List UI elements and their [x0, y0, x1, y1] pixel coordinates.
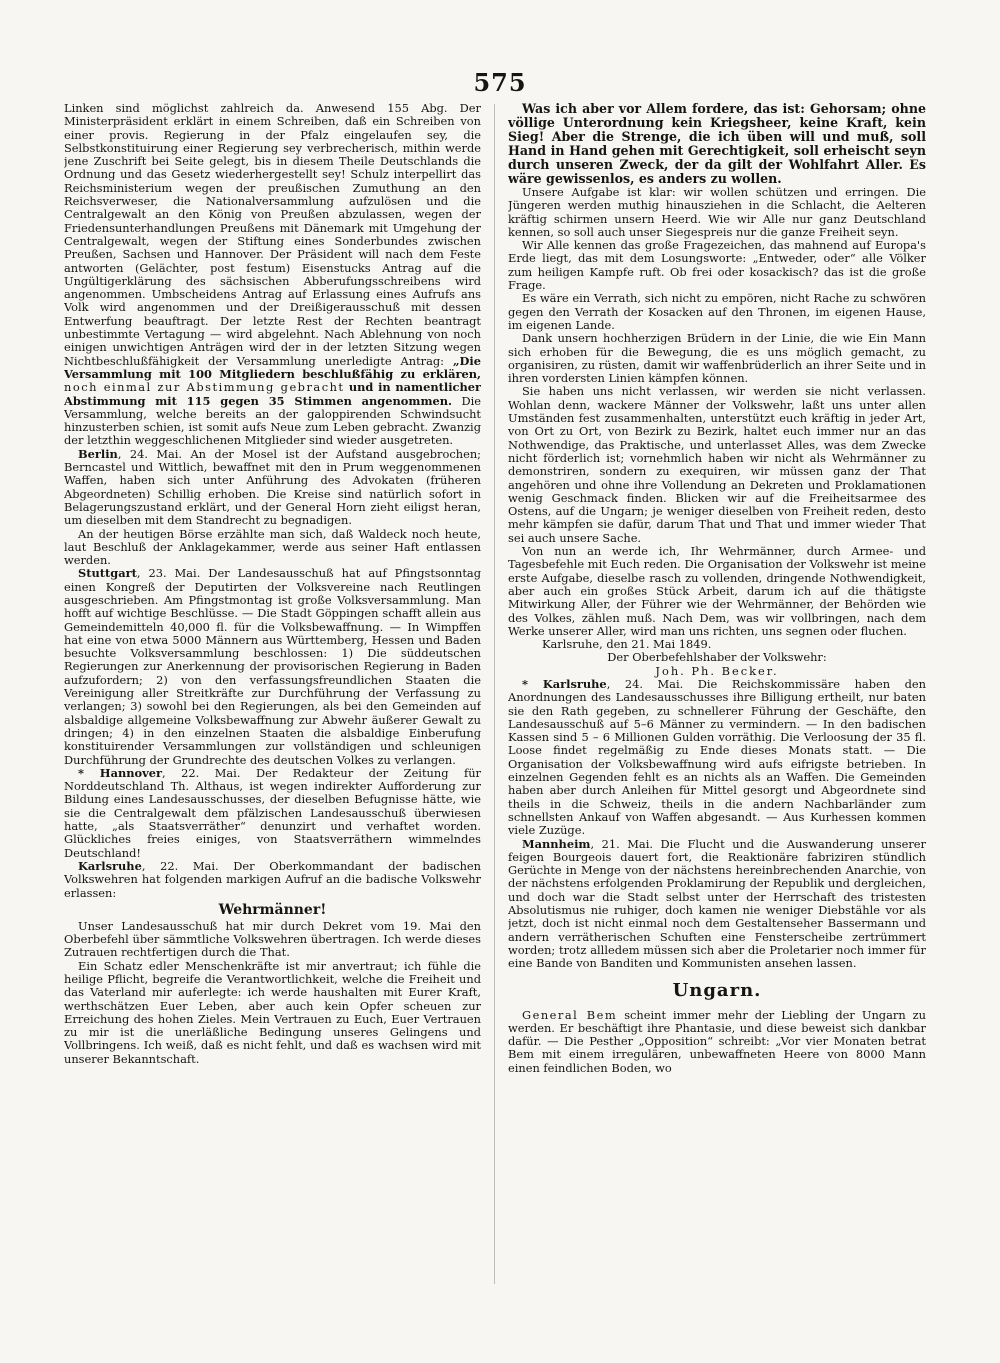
ungarn-report-subject: General Bem	[522, 1007, 618, 1022]
karlsruhe-dateline-place-1: Karlsruhe	[78, 858, 142, 873]
proclamation-paragraph-1: Unser Landesausschuß hat mir durch Dekret vom 19. Mai den Oberbefehl über sämmtliche Volkswehren übertragen. Ich werde dieses Zutrauen rechtfertigen durch die That.	[64, 918, 481, 960]
proclamation-paragraph-6: Es wäre ein Verrath, sich nicht zu empören, nicht Rache zu schwören gegen den Verrath der Kosacken auf den Thronen, im eigenen Hause, im eigenen Lande.	[508, 291, 926, 332]
right-column	[508, 102, 926, 1342]
frankfurt-report	[64, 102, 481, 448]
proclamation-paragraph-7: Dank unsern hochherzigen Brüdern in der Linie, die wie Ein Mann sich erhoben für die Bewegung, die es uns möglich gemacht, zu organisiren, zu rüsten, damit wir waffenbrüderlich an ihrer Seite und in ihren vordersten Linien kämpfen können.	[508, 331, 926, 386]
proclamation-dateline: Karlsruhe, den 21. Mai 1849.	[542, 637, 712, 652]
stuttgart-report	[64, 567, 481, 766]
column-divider	[494, 104, 495, 1284]
frankfurt-vote-bold: und in namentlicher Abstimmung mit 115 gegen 35 Stimmen angenommen.	[64, 380, 481, 408]
mannheim-dateline-place: Mannheim	[522, 836, 591, 851]
proclamation-paragraph-3: Was ich aber vor Allem fordere, das ist: Gehorsam; ohne völlige Unterordnung kein Kriegsheer, keine Kraft, kein Sieg! Aber die Strenge, die ich üben will und muß, soll Hand in Hand gehen mit Gerechtigkeit, soll erheischt seyn durch unseren Zweck, der da gilt der Wohlfahrt Aller. Es wäre gewissenlos, es anders zu wollen.	[508, 102, 926, 186]
proclamation-paragraph-9: Von nun an werde ich, Ihr Wehrmänner, durch Armee- und Tagesbefehle mit Euch reden. Die Organisation der Volkswehr ist meine erste Aufgabe, dieselbe rasch zu vollenden, dringende Nothwendigkeit, aber auch ein großes Stück Arbeit, darum ich auf die thätigste Mitwirkung Aller, der Führer wie der Wehrmänner, der Behörden wie des Volkes, zählen muß. Nach Dem, was wir vollbringen, nach dem Werke unserer Aller, wird man uns richten, uns segnen oder fluchen.	[508, 544, 926, 638]
page-number: 575	[473, 68, 527, 97]
proclamation-paragraph-5: Wir Alle kennen das große Fragezeichen, das mahnend auf Europa's Erde liegt, das mit dem Losungsworte: „Entweder, oder“ alle Völker zum heiligen Kampfe ruft. Ob frei oder kosackisch? das ist die große Frage.	[508, 238, 926, 293]
hannover-dateline-place: * Hannover	[78, 765, 162, 780]
karlsruhe-report-1	[64, 860, 481, 900]
stuttgart-report-text: , 23. Mai. Der Landesausschuß hat auf Pfingstsonntag einen Kongreß der Deputirten der Volksvereine nach Reutlingen ausgeschrieben. Am Pfingstmontag ist große Volksversammlung. Man hofft auf wichtige Beschlüsse. — Die Stadt Göppingen schafft allein aus Gemeindemitteln 40,000 fl. für die Volksbewaffnung. — In Wimpffen hat eine von etwa 5000 Männern aus Württemberg, Hessen und Baden besuchte Volksversammlung beschlossen: 1) Die süddeutschen Regierungen zur Anerkennung der provisorischen Regierung in Baden aufzufordern; 2) von den verfassungsfreundlichen Staaten die Vereinigung aller Streitkräfte zur Durchführung der Verfassung zu verlangen; 3) sowohl bei den Regierungen, als bei den Gemeinden auf alsbaldige allgemeine Volksbewaffnung zur Abwehr äußerer Gewalt zu dringen; 4) in den einzelnen Staaten die alsbaldige Einberufung konstituirender Versammlungen zur vollständigen und schleunigen Durchführung der Grundrechte des deutschen Volkes zu verlangen.	[64, 566, 481, 767]
ungarn-section-heading: Ungarn.	[672, 979, 762, 1001]
frankfurt-report-text: Linken sind möglichst zahlreich da. Anwesend 155 Abg. Der Ministerpräsident erklärt in einem Schreiben, daß ein Schreiben von einer provis. Regierung in der Pfalz eingelaufen sey, die Selbstkonstituirung einer Regierung sey verbrecherisch, mithin werde jene Zuschrift bei Seite gelegt, bis in diesem Theile Deutschlands die Ordnung und das Gesetz wiederhergestellt sey! Schulz interpellirt das Reichsministerium wegen der preußischen Zumuthung an den Reichsverweser, die Nationalversammlung aufzulösen und die Centralgewalt an den König von Preußen abzulassen, wegen der Friedensunterhandlungen Preußens mit Dänemark mit Umgehung der Centralgewalt, wegen der Stiftung eines Sonderbundes zwischen Preußen, Sachsen und Hannover. Der Präsident will nach dem Feste antworten (Gelächter, post festum) Eisenstucks Antrag auf die Ungültigerklärung des sächsischen Abberufungsschreibens wird angenommen. Umbscheidens Antrag auf Erlassung eines Aufrufs ans Volk wird angenommen und der Dreißigerausschuß mit dessen Entwerfung beauftragt. Der letzte Rest der Rechten beantragt unbestimmte Vertagung — wird abgelehnt. Nach Ablehnung von noch einigen unwichtigen Anträgen wird der in der letzten Sitzung wegen Nichtbeschlußfähigkeit der Versammlung unerledigte Antrag:	[64, 102, 481, 368]
berlin-dateline-place: Berlin	[78, 446, 118, 461]
berlin-report-text: , 24. Mai. An der Mosel ist der Aufstand ausgebrochen; Berncastel und Wittlich, bewaffnet mit den in Prum weggenommenen Waffen, haben sich unter Anführung des Advokaten (früheren Abgeordneten) Schillig erhoben. Die Kreise sind natürlich sofort in Belagerungszustand erklärt, und der General Horn zieht eiligst heran, um dieselben mit dem Standrecht zu begnadigen.	[64, 446, 481, 528]
frankfurt-report-text-b: noch einmal zur Abstimmung gebracht	[64, 380, 345, 395]
stuttgart-dateline-place: Stuttgart	[78, 566, 137, 581]
frankfurt-motion-bold: „Die Versammlung mit 100 Mitgliedern beschlußfähig zu erklären,	[64, 353, 481, 381]
berlin-report	[64, 448, 481, 528]
signer-title: Der Oberbefehlshaber der Volkswehr:	[607, 650, 827, 665]
karlsruhe-report-1-text: , 22. Mai. Der Oberkommandant der badischen Volkswehren hat folgenden markigen Aufruf an die badische Volkswehr erlassen:	[64, 858, 481, 900]
signer-name: Joh. Ph. Becker.	[655, 663, 779, 678]
hannover-report	[64, 767, 481, 860]
karlsruhe-dateline-place-2: * Karlsruhe	[522, 676, 607, 691]
ungarn-report-text: scheint immer mehr der Liebling der Ungarn zu werden. Er beschäftigt ihre Phantasie, und diese beweist sich dankbar dafür. — Die Pesther „Opposition“ schreibt: „Vor vier Monaten betrat Bem mit einem irregulären, unbewaffneten Heere von 8000 Mann einen feindlichen Boden, wo	[508, 1007, 926, 1075]
karlsruhe-report-2	[508, 678, 926, 838]
left-column	[64, 102, 481, 1342]
proclamation-paragraph-8: Sie haben uns nicht verlassen, wir werden sie nicht verlassen. Wohlan denn, wackere Männer der Volkswehr, laßt uns unter allen Umständen fest zusammenhalten, unterstützt euch kräftig in jeder Art, von Ort zu Ort, von Bezirk zu Bezirk, haltet euch immer nur an das Nothwendige, das Praktische, und unterlasset Alles, was dem Zwecke nicht förderlich ist; vornehmlich haben wir nicht als Wehrmänner zu demonstriren, sondern zu exequiren, wir müssen ganz der That angehören und ohne ihre Vollendung an Dekreten und Proklamationen wenig Geschmack finden. Blicken wir auf die Freiheitsarmee des Ostens, auf die Ungarn; je weniger dieselben von Freiheit reden, desto mehr kämpfen sie dafür, darum That und That und immer wieder That sei auch unsere Sache.	[508, 384, 926, 545]
proclamation-paragraph-2: Ein Schatz edler Menschenkräfte ist mir anvertraut; ich fühle die heilige Pflicht, begreife die Verantwortlichkeit, welche die Freiheit und das Vaterland mir auferlegte: ich werde haushalten mit Eurer Kraft, werthschätzen Euer Leben, aber auch kein Opfer scheuen zur Erreichung des hohen Zieles. Mein Vertrauen zu Euch, Euer Vertrauen zu mir ist die unerläßliche Bedingung unseres Gelingens und Vollbringens. Ich weiß, daß es nicht fehlt, und daß es wachsen wird mit unserer Bekanntschaft.	[64, 958, 481, 1066]
frankfurt-report-text-c: Die Versammlung, welche bereits an der galoppirenden Schwindsucht hinzusterben schien, ist somit aufs Neue zum Leben gebracht. Zwanzig der letzthin weggeschlichenen Mitglieder sind wieder ausgetreten.	[64, 393, 481, 448]
ungarn-report	[508, 1009, 926, 1075]
karlsruhe-report-2-text: , 24. Mai. Die Reichskommissäre haben den Anordnungen des Landesausschusses ihre Billigung ertheilt, nur baten sie den Rath gegeben, zu schnellerer Führung der Geschäfte, den Landesausschuß auf 5–6 Männer zu vermindern. — In den badischen Kassen sind 5 – 6 Millionen Gulden vorräthig. Die Verloosung der 35 fl. Loose findet regelmäßig zu Ende dieses Monats statt. — Die Organisation der Volksbewaffnung wird aufs eifrigste betrieben. In einzelnen Gegenden fehlt es an nichts als an Waffen. Die Gemeinden haben aber durch Anleihen für Mittel gesorgt und Abgeordnete sind theils in die Schweiz, theils in die andern Nachbarländer zum schnellsten Ankauf von Waffen abgesandt. — Aus Kurhessen kommen viele Zuzüge.	[508, 676, 926, 838]
proclamation-paragraph-4: Unsere Aufgabe ist klar: wir wollen schützen und erringen. Die Jüngeren werden muthig hinausziehen in die Schlacht, die Aelteren kräftig schirmen unsern Heerd. Wie wir Alle nur ganz Deutschland kennen, so soll auch unser Siegespreis nur die ganze Freiheit seyn.	[508, 185, 926, 239]
wehrmaenner-heading: Wehrmänner!	[218, 901, 327, 918]
mannheim-report	[508, 838, 926, 971]
berlin-report-2: An der heutigen Börse erzählte man sich, daß Waldeck noch heute, laut Beschluß der Anklagekammer, werde aus seiner Haft entlassen werden.	[64, 526, 481, 568]
hannover-report-text: , 22. Mai. Der Redakteur der Zeitung für Norddeutschland Th. Althaus, ist wegen indirekter Aufforderung zur Bildung eines Landesausschusses, der dieselben Befugnisse hätte, wie sie die Centralgewalt dem pfälzischen Landesausschuß überwiesen hatte, „als Staatsverräther“ denunzirt und verhaftet worden. Glückliches freies einiges, von Staatsverräthern wimmelndes Deutschland!	[64, 765, 481, 860]
mannheim-report-text: , 21. Mai. Die Flucht und die Auswanderung unserer feigen Bourgeois dauert fort, die Reaktionäre fabriziren stündlich Gerüchte in Menge von der nächstens hereinbrechenden Anarchie, von der nächstens erfolgenden Proklamirung der Republik und dergleichen, und doch war die Stadt selbst unter der Herrschaft des tristesten Absolutismus nie ruhiger, doch kamen nie weniger Diebstähle vor als jetzt, doch ist nicht einmal noch dem Gestaltenseher Bassermann und andern verrätherischen Schuften eine Fensterscheibe zertrümmert worden; trotz allledem müssen sich aber die Proletarier noch immer für eine Bande von Banditen und Kommunisten ansehen lassen.	[508, 836, 926, 971]
